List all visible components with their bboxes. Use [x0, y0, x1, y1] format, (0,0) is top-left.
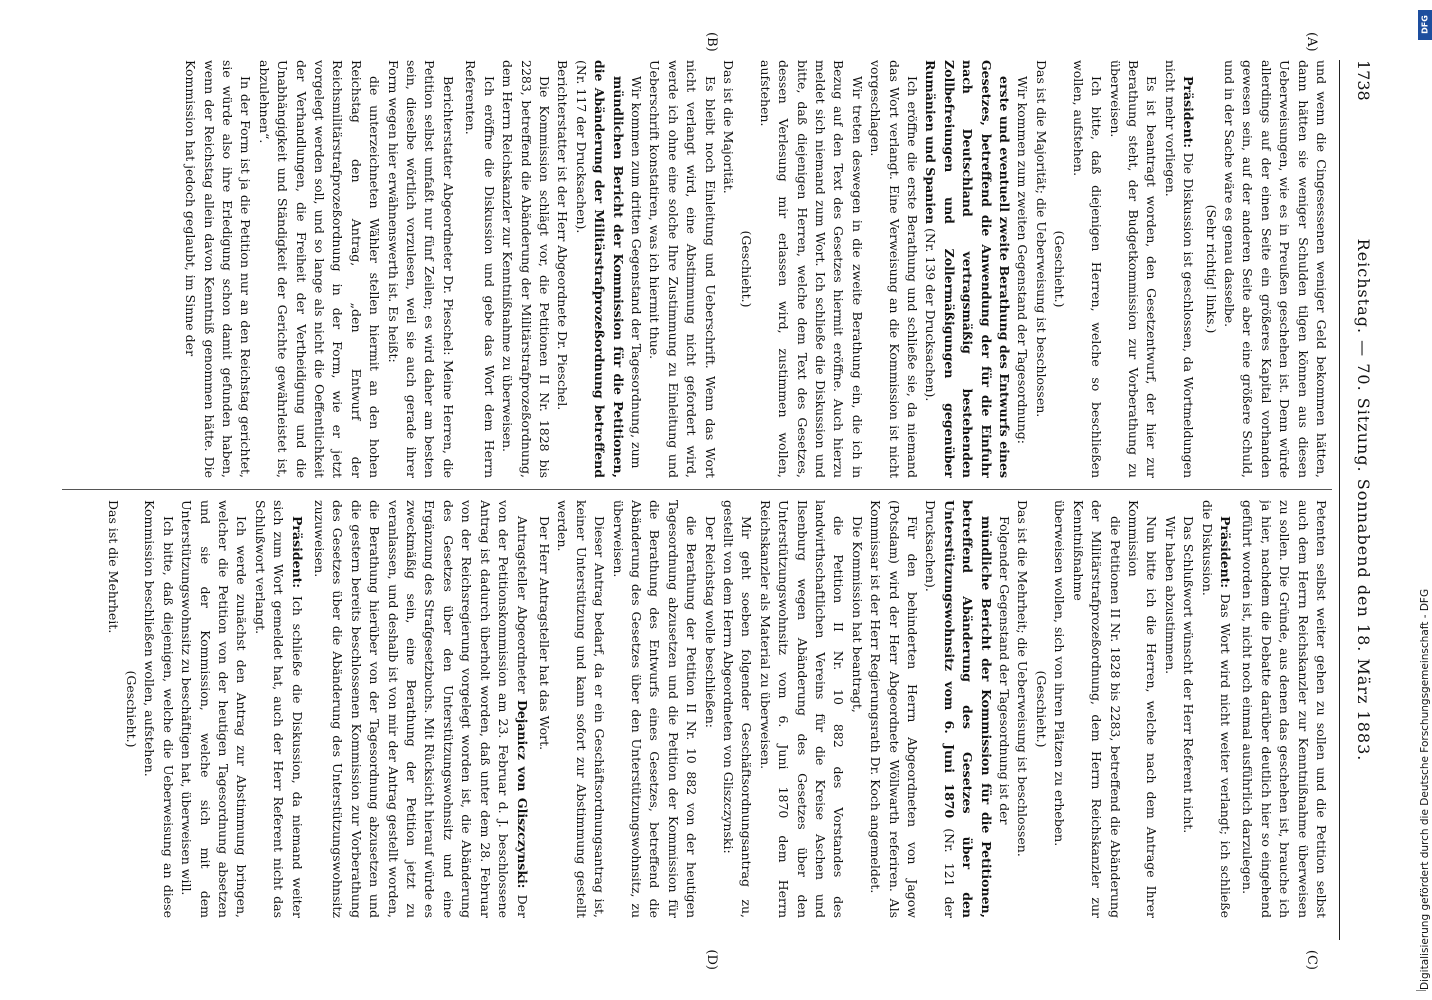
paragraph — [1201, 60, 1219, 478]
paragraph — [461, 60, 498, 478]
page-header — [1339, 60, 1380, 940]
margin-letter-b: (B) — [704, 32, 719, 52]
right-column — [60, 500, 1330, 918]
paragraph-text: Berichterstatter Abgeordneter Dr. Pieschel: Meine Herren, die Petition selbst umfaßt nur fünf Zeilen; es wird daher am besten sein, dieselbe wörtlich vorzulesen, weil sie auch gerade ihrer Form wegen hier erwähnenswerth ist. Es heißt: — [385, 60, 456, 478]
paragraph — [1160, 500, 1178, 918]
paragraph-text: Folgender Gegenstand der Tagesordnung ist der — [997, 516, 1013, 825]
paragraph-text: Petenten selbst weiter gehen zu sollen und die Petition selbst auch dem Herrn Reichskanzler zur Kenntnißnahme überweisen zu sollen. Die Gründe, aus denen das geschehen ist, brauche ich ja hier, nachdem die Debatte darüber deutlich hier so eingehend geführt worden ist, nicht noch einmal ausführlich darzulegen. — [1240, 500, 1329, 918]
paragraph-text: Antragsteller Abgeordneter — [514, 516, 530, 694]
paragraph — [181, 60, 255, 478]
paragraph-text: (Geschieht.) — [124, 670, 139, 748]
paragraph-text: Das Schlußwort wünscht der Herr Referent nicht. — [1181, 516, 1197, 834]
paragraph — [1105, 60, 1160, 478]
paragraph — [755, 60, 865, 478]
paragraph-text: (Nr. 121 der Drucksachen). — [923, 500, 957, 918]
left-column — [60, 60, 1330, 478]
paragraph — [755, 500, 847, 918]
paragraph-text: überweisen wollen, sich von ihren Plätzen zu erheben. — [1052, 500, 1068, 847]
bold-text: mündliche Bericht der Kommission für die Petitionen, betreffend Abänderung des Gesetzes über den Unterstützungswohnsitz vom 6. Juni 1870 — [941, 500, 994, 918]
paragraph — [1179, 500, 1197, 918]
paragraph-text: (Sehr richtig! links.) — [1203, 204, 1219, 334]
scan-corner-mark — [1416, 990, 1426, 992]
paragraph — [310, 500, 531, 918]
paragraph — [866, 60, 921, 478]
paragraph — [571, 60, 626, 478]
paragraph-text: Ich werde zunächst den Antrag zur Abstimmung bringen, welcher die Petition von der heutigen Tagesordnung absetzen und sie der Kommission, welche sich mit dem Unterstützungswohnsitz zu beschäftigen hat, überweisen will. — [179, 500, 250, 918]
paragraph — [608, 500, 700, 918]
paragraph — [1013, 60, 1031, 478]
paragraph — [1220, 60, 1330, 478]
paragraph-text: Das ist die Mehrheit; die Ueberweisung ist beschlossen. — [1015, 500, 1031, 857]
paragraph-text: (Nr. 117 der Drucksachen). — [573, 60, 589, 234]
digitization-credit-text: Digitalisierung gefördert durch die Deutsche Forschungsgemeinschaft - DFG — [1419, 588, 1431, 990]
paragraph — [627, 60, 645, 478]
paragraph-text: Wir kommen zum zweiten Gegenstand der Tagesordnung: — [1015, 76, 1031, 444]
paragraph — [1032, 500, 1050, 918]
paragraph — [140, 500, 177, 918]
bold-text: mündlichen Bericht der Kommission für die Petitionen, die Abänderung der Militärstrafprozeßordnung betreffend — [592, 60, 626, 478]
paragraph-text: die unterzeichneten Wähler stellen hiermit an den hohen Reichstag den Antrag, „den Entwurf der Reichsmilitärstrafprozeßordnung in der Form, wie er jetzt vorgelegt werden soll, und so lange als nicht die Oeffentlichkeit der Verhandlungen, die Freiheit der Vertheidigung und die Unabhängigkeit und Ständigkeit der Gerichte gewährleistet ist, abzulehnen“. — [256, 60, 383, 478]
paragraph — [383, 60, 457, 478]
paragraph — [122, 500, 140, 918]
paragraph-text: Ich eröffne die erste Berathung und schließe sie, da niemand das Wort verlangt. Eine Verweisung an die Kommission ist nicht vorgeschlagen. — [868, 60, 921, 478]
paragraph — [1197, 500, 1234, 918]
paragraph — [553, 500, 608, 918]
paragraph-text: Es ist beantragt worden, den Gesetzentwurf, der hier zur Berathung steht, der Budgetkommission zur Vorberathung zu überweisen. — [1107, 60, 1160, 478]
paragraph — [1068, 60, 1105, 478]
dfg-logo-text: DFG — [1420, 15, 1430, 34]
paragraph-text: die Berathung der Petition II Nr. 10 882 von der heutigen Tagesordnung abzusetzen und die Petition der Kommission für die Berathung des Entwurfs eines Gesetzes, betreffend die Abänderung des Gesetzes über den Unterstützungswohnsitz, zu überweisen. — [610, 500, 700, 918]
paragraph — [1238, 500, 1330, 918]
bold-text: Präsident: — [1217, 516, 1233, 589]
column-divider — [62, 489, 1332, 490]
paragraph — [1050, 500, 1068, 918]
paragraph-text: die Petitionen II Nr. 1828 bis 2283, betreffend die Abänderung der Militärstrafprozeßordnung, dem Herrn Reichskanzler zur Kenntnißnahme — [1070, 500, 1123, 918]
paragraph — [553, 60, 571, 478]
paragraph-text: Ich bitte, daß diejenigen, welche die Ueberweisung an diese Kommission beschließen wollen, aufstehen. — [142, 500, 176, 918]
paragraph-text: Der von der Petitionskommission am 23. Februar d. J. beschlossene Antrag ist dadurch überholt worden, daß unter dem 28. Februar von der Reichsregierung vorgelegt worden ist, die Abänderung des Gesetzes über den Unterstützungswohnsitz und eine Ergänzung des Strafgesetzbuchs. Mit Rücksicht hierauf würde es zweckmäßig sein, eine Berathung der Petition jetzt zu veranlassen, und deshalb ist von mir der Antrag gestellt worden, die Berathung hierüber von der Tagesordnung abzusetzen und die gestern bereits beschlossenen Kommission zur Vorberathung des Gesetzes über die Abänderung des Unterstützungswohnsitz zuzuweisen. — [312, 500, 530, 918]
paragraph — [1068, 500, 1123, 918]
page-number: 1738 — [1354, 60, 1373, 101]
paragraph — [995, 500, 1013, 918]
paragraph-text: (Nr. 139 der Drucksachen). — [923, 224, 939, 402]
paragraph-text: und wenn die Cingesessenen weniger Geld bekommen hätten, dann hätten sie weniger Schulden tilgen können aus diesen Ueberweisungen, wie es in Preußen geschehen ist. Denn würde allerdings auf der einen Seite ein größeres Kapital vorhanden gewesen sein, auf der anderen Seite aber eine größere Schuld, und in der Sache wäre es genau dasselbe. — [1221, 60, 1329, 478]
paragraph-text: (Geschieht.) — [1052, 230, 1068, 308]
paragraph — [177, 500, 251, 918]
paragraph — [700, 500, 718, 918]
speaker-name: Dejanicz von Gliszczynski: — [514, 700, 530, 889]
page-running-title: Reichstag. — 70. Sitzung. Sonnabend den 18. März 1883. — [1354, 238, 1373, 762]
paragraph-text: Es bleibt noch Einleitung und Ueberschrift. Wenn das Wort nicht verlangt wird, eine Abstimmung nicht gefordert wird, werde ich ohne eine solche Ihre Zustimmung zu Einleitung und Ueberschrift konstatiren, was ich hiermit thue. — [647, 60, 718, 478]
paragraph — [535, 500, 553, 918]
paragraph-text: Die Kommission schlägt vor, die Petitionen II Nr. 1828 bis 2283, betreffend die Abänderung der Militärstrafprozeßordnung, dem Herrn Reichskanzler zur Kenntnißnahme zu überweisen. — [500, 60, 552, 478]
paragraph — [498, 60, 553, 478]
paragraph-text: Berichterstatter ist der Herr Abgeordnete Dr. Pieschel. — [555, 60, 571, 411]
paragraph-text: Wir treten deswegen in die zweite Berathung ein, die ich in Bezug auf den Text des Gesetzes hiermit eröffne. Auch hierzu meldet sich niemand zum Wort. Ich schließe die Diskussion und bitte, daß diejenigen Herren, welche dem Text des Gesetzes, dessen Verlesung mir erlassen wird, zustimmen wollen, aufstehen. — [757, 60, 865, 478]
paragraph-text: (Geschieht.) — [1033, 670, 1049, 748]
paragraph-text: Das Wort wird nicht weiter verlangt; ich schließe die Diskussion. — [1199, 500, 1233, 918]
paragraph — [719, 60, 737, 478]
paragraph-text: Ich eröffne die Diskussion und gebe das Wort dem Herrn Referenten. — [463, 60, 497, 478]
paragraph-text: Wir kommen zum dritten Gegenstand der Tagesordnung, zum — [628, 76, 644, 469]
paragraph-text: Der Herr Antragsteller hat das Wort. — [536, 516, 552, 751]
bold-text: erste und eventuell zweite Berathung des Entwurfs eines Gesetzes, betreffend die Anwendung der für die Einfuhr nach Deutschland vertragsmäßig bestehenden Zollbefreiungen und Zollermäßigungen gegenüber Rumänien und Spanien — [923, 60, 1013, 478]
paragraph-text: Dieser Antrag bedarf, da er ein Geschäftsordnungsantrag ist, keiner Unterstützung und kann sofort zur Abstimmung gestellt werden. — [555, 500, 608, 918]
paragraph — [921, 500, 995, 918]
bold-text: Präsident: — [289, 516, 305, 589]
paragraph — [921, 60, 1013, 478]
paragraph-text: die Petition II Nr. 10 882 des Vorstandes des landwirthschaftlichen Vereins für die Kreise Aschen und Ilsenburg wegen Abänderung des Gesetzes über den Unterstützungswohnsitz vom 6. Juni 1870 dem Herrn Reichskanzler als Material zu überweisen. — [757, 500, 847, 918]
paragraph — [719, 500, 756, 918]
paragraph — [1013, 500, 1031, 918]
paragraph-text: Der Reichstag wolle beschließen: — [702, 516, 718, 728]
paragraph-text: Das ist die Majorität. — [721, 60, 736, 194]
margin-letter-c: (C) — [1304, 949, 1319, 970]
paragraph-text: In der Form ist ja die Petition nur an den Reichstag gerichtet, sie würde also ihre Erledigung schon damit gefunden haben, wenn der Reichstag allein davon Kenntniß genommen hätte. Die Kommission hat jedoch geglaubt, im Sinne der — [183, 60, 254, 478]
paragraph — [1124, 500, 1161, 918]
paragraph — [737, 60, 755, 478]
paragraph — [645, 60, 719, 478]
paragraph — [1160, 60, 1197, 478]
paragraph-text: Ich schließe die Diskussion, da niemand weiter sich zum Wort gemeldet hat, auch der Herr Referent nicht das Schlußwort verlangt. — [252, 500, 305, 918]
paragraph-text: Mir geht soeben folgender Geschäftsordnungsantrag zu, gestellt von dem Herrn Abgeordneten von Gliszczynski: — [721, 500, 755, 918]
paragraph-text: Für den behinderten Herrn Abgeordneten von Jagow (Potsdam) wird der Herr Abgeordnete Wöllwarth referiren. Als Kommissar ist der Herr Regierungsrath Dr. Koch angemeldet. — [868, 500, 921, 918]
paragraph — [254, 60, 383, 478]
paragraph — [1032, 60, 1050, 478]
paragraph-text: Das ist die Mehrheit. — [105, 500, 121, 634]
protocol-page — [50, 32, 1380, 970]
paragraph — [847, 500, 865, 918]
bold-text: Präsident: — [1181, 76, 1197, 149]
paragraph-text: Ich bitte, daß diejenigen Herren, welche so beschließen wollen, aufstehen. — [1070, 60, 1105, 478]
paragraph — [1050, 60, 1068, 478]
paragraph — [250, 500, 305, 918]
paragraph-text: Wir haben abzustimmen. — [1162, 516, 1178, 675]
paragraph-text: Die Kommission hat beantragt, — [849, 516, 865, 713]
paragraph-text: Nun bitte ich die Herren, welche nach dem Antrage Ihrer Kommission — [1125, 500, 1160, 918]
dfg-logo — [1418, 10, 1432, 40]
margin-letter-d: (D) — [704, 949, 719, 970]
paragraph — [866, 500, 921, 918]
paragraph-text: Das ist die Majorität; die Ueberweisung ist beschlossen. — [1033, 60, 1049, 418]
margin-letter-a: (A) — [1304, 32, 1319, 52]
digitization-credit — [1418, 10, 1432, 990]
paragraph-text: (Geschieht.) — [739, 230, 755, 308]
paragraph — [103, 500, 121, 918]
paragraph-text: Die Diskussion ist geschlossen, da Wortmeldungen nicht mehr vorliegen. — [1162, 60, 1197, 478]
